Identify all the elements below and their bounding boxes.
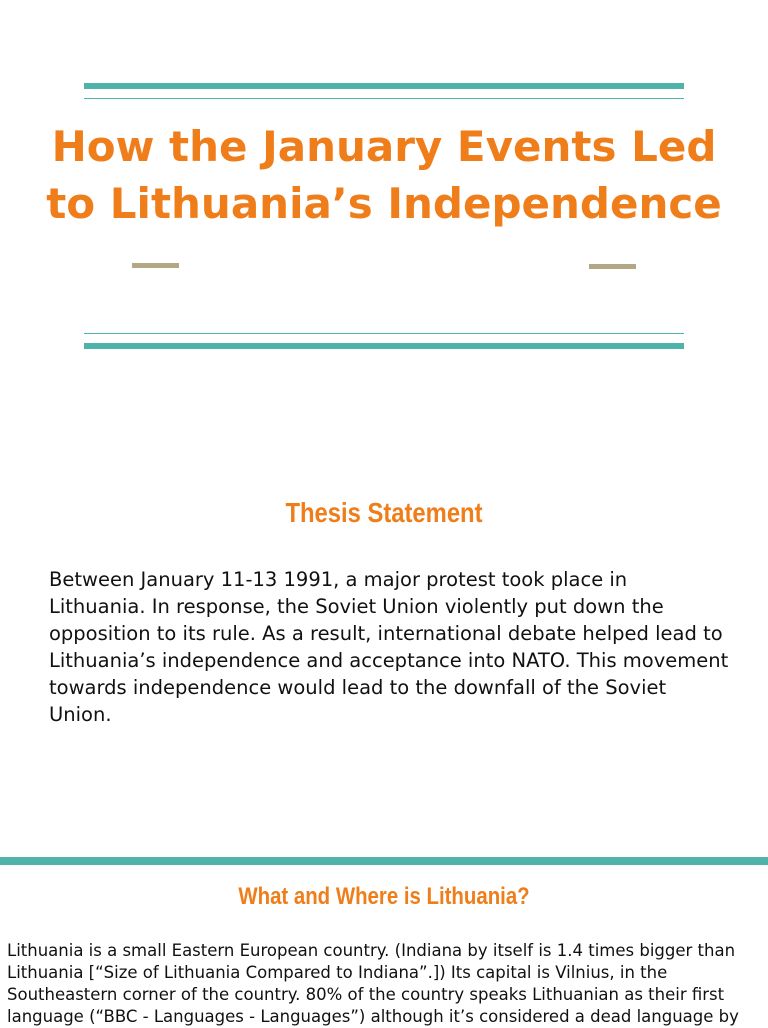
top-thick-rule [84, 83, 684, 89]
title-slide [0, 0, 768, 430]
section-divider [0, 857, 768, 865]
title-line-1: How the January Events Led [51, 122, 717, 171]
title-line-2: to Lithuania’s Independence [46, 179, 722, 228]
bottom-thin-rule [84, 333, 684, 334]
section-heading: What and Where is Lithuania? [238, 883, 530, 910]
bottom-thick-rule [84, 343, 684, 349]
thesis-heading: Thesis Statement [285, 497, 483, 528]
section-body: Lithuania is a small Eastern European country. (Indiana by itself is 1.4 times bigger than Lithuania [“Size of Lithuania Compared to Indiana”.]) Its capital is Vilnius, in the Southeastern corner of the country. 80% of the country speaks Lithuanian as their first language (“BBC - Languages - Languages”) although it’s considered a dead language by [7, 941, 739, 1026]
right-accent-dash [589, 264, 636, 269]
thesis-body: Between January 11-13 1991, a major protest took place in Lithuania. In response, the Soviet Union violently put down the opposition to its rule. As a result, international debate helped lead to Lithuania’s independence and acceptance into NATO. This movement towards independence would lead to the downfall of the Soviet Union. [49, 568, 729, 726]
left-accent-dash [132, 263, 179, 268]
top-thin-rule [84, 98, 684, 99]
page-title [20, 118, 748, 232]
